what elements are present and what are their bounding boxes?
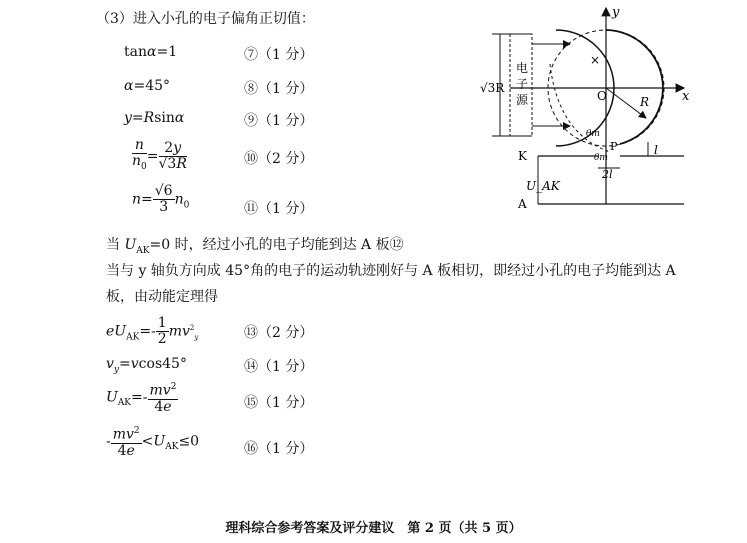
source-label-2: 子 <box>516 77 529 91</box>
score-mark: ⑬（2 分） <box>244 325 314 341</box>
gap-2l-label: 2l <box>602 168 613 181</box>
source-label-3: 源 <box>516 93 529 107</box>
field-cross-label: × <box>590 53 601 67</box>
para-zero-voltage: 当 $U_{AK}=0$ 时，经过小孔的电子均能到达 A 板⑫ <box>106 237 404 256</box>
theta-label-2: θm <box>594 153 608 163</box>
para-tangent: 当与 y 轴负方向成 45°角的电子的运动轨迹刚好与 A 板相切，即经过小孔的电子均能到达 A 板，由动能定理得 <box>106 263 676 305</box>
eq-n: n= $\frac{√6}{3}$ $n_0$ <box>132 183 190 215</box>
score-mark: ⑦（1 分） <box>244 47 314 63</box>
x-axis-label: x <box>682 89 690 104</box>
theta-label-1: θm <box>586 129 600 139</box>
voltage-label: U_AK <box>526 179 560 193</box>
origin-label: O <box>597 89 607 103</box>
score-mark: ⑭（1 分） <box>244 359 314 375</box>
eq-vy: $v_y=vcos45^\circ$ <box>106 356 187 375</box>
dashed-trajectory <box>550 64 610 152</box>
radius-label: R <box>640 95 650 109</box>
point-p-label: P <box>610 140 618 153</box>
eq-alpha: α=45° <box>124 78 171 94</box>
section-heading: （3）进入小孔的电子偏角正切值： <box>96 11 315 27</box>
width-label: √3R <box>480 81 505 95</box>
eq-y: y=Rsinα <box>124 110 185 126</box>
eq-uak: $U_{AK}=-$ $\frac{mv^2}{4e}$ <box>106 382 177 415</box>
plate-k-label: K <box>518 149 527 163</box>
page-footer: 理科综合参考答案及评分建议 第 2 页（共 5 页） <box>225 521 522 536</box>
score-mark: ⑨（1 分） <box>244 113 314 129</box>
score-mark: ⑩（2 分） <box>244 151 314 167</box>
plate-a-label: A <box>518 197 527 211</box>
eq-ratio: $\frac{n}{n_0}$ = $\frac{2y}{√3R}$ <box>132 137 187 172</box>
eq-range: - $\frac{mv^2}{4e}$ $<U_{AK}\le 0$ <box>106 426 200 459</box>
score-mark: ⑧（1 分） <box>244 81 314 97</box>
gap-l-label: l <box>654 143 658 157</box>
physics-diagram <box>470 4 700 214</box>
eq-energy: $eU_{AK}=-$ $\frac{1}{2}$ $mv^2_y$ <box>106 315 199 347</box>
y-axis-label: y <box>612 5 620 20</box>
eq-tan-alpha: tanα=1 <box>124 44 178 60</box>
source-label-1: 电 <box>516 61 529 75</box>
score-mark: ⑪（1 分） <box>244 201 314 217</box>
score-mark: ⑮（1 分） <box>244 395 314 411</box>
score-mark: ⑯（1 分） <box>244 441 314 457</box>
